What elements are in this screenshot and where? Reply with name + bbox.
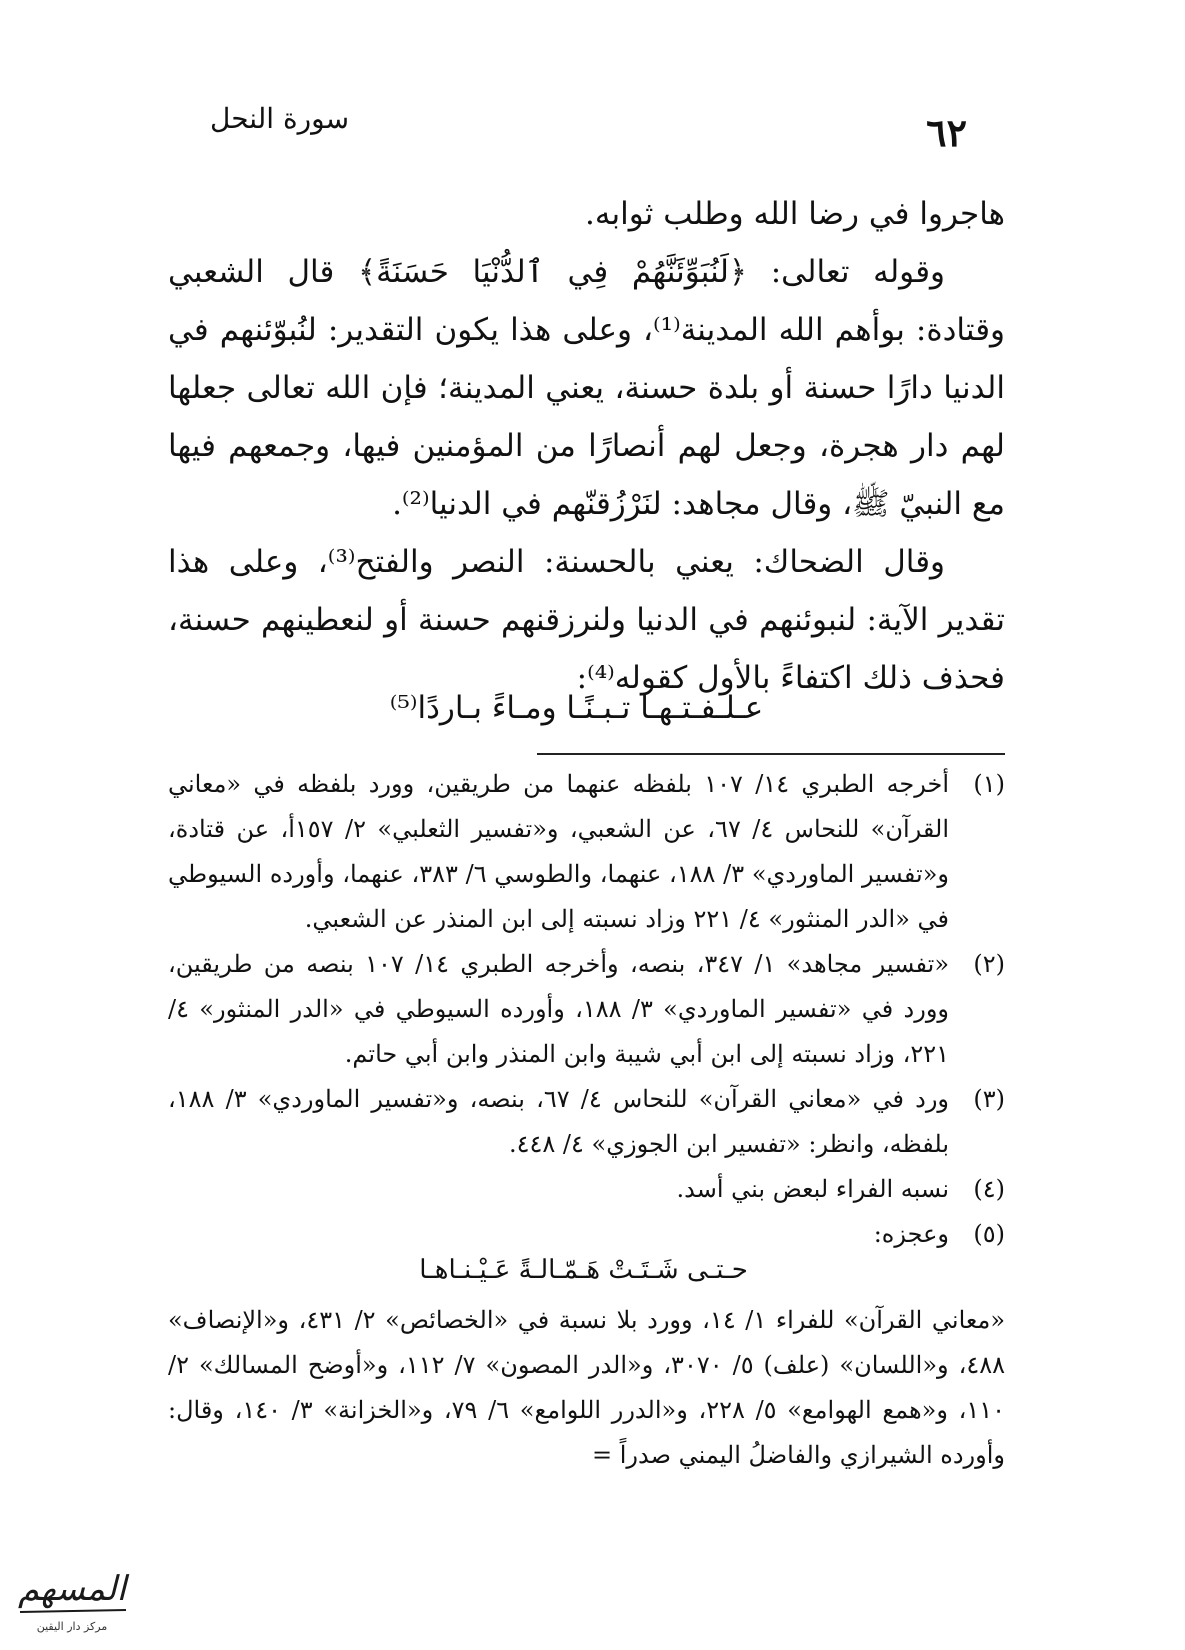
- main-paragraph: وقال الضحاك: يعني بالحسنة: النصر والفتح⁽³⁾، وعلى هذا تقدير الآية: لنبوئنهم في الدنيا ولنرزقنهم حسنة أو لنعطينهم حسنة، فحذف ذلك اكتفاءً بالأول كقوله⁽⁴⁾:: [168, 544, 1005, 696]
- footnote-continuation: «معاني القرآن» للفراء ١/ ١٤، وورد بلا نسبة في «الخصائص» ٢/ ٤٣١، و«الإنصاف» ٤٨٨، و«اللسان» (علف) ٥/ ٣٠٧٠، و«الدر المصون» ٧/ ١١٢، و«أوضح المسالك» ٢/ ١١٠، و«همع الهوامع» ٥/ ٢٢٨، و«الدرر اللوامع» ٦/ ٧٩، و«الخزانة» ٣/ ١٤٠، وقال: وأورده الشيرازي والفاضلُ اليمني صدراً =: [168, 1306, 1006, 1469]
- main-paragraph: وقوله تعالى: ﴿لَنُبَوِّئَنَّهُمْ فِي ٱلدُّنْيَا حَسَنَةً﴾ قال الشعبي وقتادة: بوأهم الله المدينة⁽¹⁾، وعلى هذا يكون التقدير: لنُبوّئنهم في الدنيا دارًا حسنة أو بلدة حسنة، يعني المدينة؛ فإن الله تعالى جعلها لهم دار هجرة، وجعل لهم أنصارًا من المؤمنين فيها، وجمعهم فيها مع النبيّ ﷺ، وقال مجاهد: لنَرْزُقنّهم في الدنيا⁽²⁾.: [168, 254, 1006, 522]
- poetry-hemistich: حـتـى شَـتَـتْ هَـمّـالـةً عَـيْـنـاهـا: [419, 1255, 748, 1285]
- poetry-verse: عـلـفـتـهـا تـبـنًـا ومـاءً بـاردًا⁽⁵⁾: [389, 690, 764, 726]
- logo-subtext: مركز دار اليقين: [36, 1620, 108, 1633]
- logo-text: المسهم: [17, 1569, 127, 1609]
- main-paragraph: هاجروا في رضا الله وطلب ثوابه.: [585, 196, 1005, 232]
- main-text: [168, 185, 1005, 707]
- footnote-number: (٢): [973, 950, 1005, 978]
- footnote: [168, 1077, 1005, 1167]
- footnote-number: (٥): [973, 1220, 1005, 1248]
- footnote-text: وعجزه:: [873, 1220, 949, 1248]
- footnote-text: نسبه الفراء لبعض بني أسد.: [676, 1175, 949, 1203]
- footnotes: [168, 762, 1005, 1257]
- footnote-separator: [537, 753, 1005, 755]
- page-number: ٦٢: [926, 110, 967, 155]
- footnote: [168, 1167, 1005, 1212]
- footnote-text: أخرجه الطبري ١٤/ ١٠٧ بلفظه عنهما من طريقين، وورد بلفظه في «معاني القرآن» للنحاس ٤/ ٦٧، عن الشعبي، و«تفسير الثعلبي» ٢/ ١٥٧أ، عن قتادة، و«تفسير الماوردي» ٣/ ١٨٨، عنهما، والطوسي ٦/ ٣٨٣، عنهما، وأورده السيوطي في «الدر المنثور» ٤/ ٢٢١ وزاد نسبته إلى ابن المنذر عن الشعبي.: [168, 770, 950, 933]
- publisher-logo: [6, 1552, 138, 1640]
- running-header: [210, 90, 967, 155]
- footnote-number: (١): [973, 770, 1005, 798]
- surah-title: سورة النحل: [210, 102, 350, 135]
- footnote-number: (٣): [973, 1085, 1005, 1113]
- footnote-number: (٤): [973, 1175, 1005, 1203]
- footnote: [168, 1212, 1005, 1257]
- footnote-text: «تفسير مجاهد» ١/ ٣٤٧، بنصه، وأخرجه الطبري ١٤/ ١٠٧ بنصه من طريقين، وورد في «تفسير الماوردي» ٣/ ١٨٨، وأورده السيوطي في «الدر المنثور» ٤/ ٢٢١، وزاد نسبته إلى ابن أبي شيبة وابن المنذر وابن أبي حاتم.: [168, 950, 950, 1068]
- footnote: [168, 942, 1005, 1077]
- footnote: [168, 762, 1005, 942]
- footnote-text: ورد في «معاني القرآن» للنحاس ٤/ ٦٧، بنصه، و«تفسير الماوردي» ٣/ ١٨٨، بلفظه، وانظر: «تفسير ابن الجوزي» ٤/ ٤٤٨.: [168, 1085, 950, 1158]
